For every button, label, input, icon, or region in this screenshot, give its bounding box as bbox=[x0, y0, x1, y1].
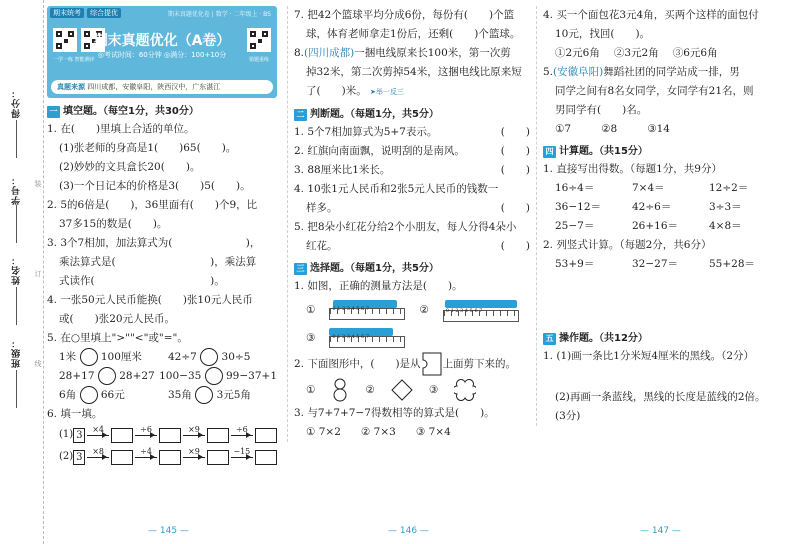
operation-1: 1. (1)画一条比1分米短4厘米的黑线。（2分） bbox=[543, 350, 755, 362]
chain-answer-box[interactable] bbox=[111, 450, 133, 465]
question-4: 4. 一张50元人民币能换( )张10元人民币 bbox=[47, 294, 253, 306]
question-8 bbox=[294, 44, 530, 63]
question-3: 3. 3个7相加，加法算式为( )， bbox=[47, 237, 261, 249]
section-calculation bbox=[543, 142, 786, 158]
judge-text: 1. 5个7相加算式为5+7表示。 bbox=[294, 126, 438, 138]
compare-right: 100厘米 bbox=[100, 351, 142, 363]
section-number: 四 bbox=[543, 146, 556, 158]
judge-item bbox=[294, 123, 530, 142]
vertical-calc-row bbox=[543, 255, 786, 274]
section-operation bbox=[543, 329, 786, 345]
flower-shape bbox=[454, 379, 476, 401]
answer-paren[interactable]: ( ) bbox=[500, 126, 530, 138]
chain-answer-box[interactable] bbox=[255, 428, 277, 443]
calc-item: 36−12＝ bbox=[555, 201, 602, 213]
chain-label: (1) bbox=[59, 429, 74, 440]
ruler-options bbox=[294, 324, 530, 352]
choice-5-cont: 同学之间有8名女同学，女同学有21名，则 bbox=[555, 85, 754, 97]
chain-arrow bbox=[181, 446, 207, 465]
class-label: 班级： bbox=[12, 338, 22, 368]
chain-answer-box[interactable] bbox=[207, 428, 229, 443]
section-title: 计算题。（共15分） bbox=[559, 146, 648, 157]
choice-3: 3. 与7+7+7−7得数相等的算式是( )。 bbox=[294, 407, 495, 419]
choice-4-cont: 10元，找回( )。 bbox=[555, 28, 651, 40]
judge-item-cont bbox=[294, 237, 530, 256]
calc-item: 3÷3＝ bbox=[709, 201, 742, 213]
ruler-figure: 0 1 2 3 4 5 6 7 bbox=[329, 326, 405, 350]
judge-item bbox=[294, 142, 530, 161]
calc-item: 53+9＝ bbox=[555, 258, 595, 270]
option[interactable]: ②3元2角 bbox=[613, 47, 659, 59]
section-number: 一 bbox=[47, 106, 60, 118]
question-1: 1. 在( )里填上合适的单位。 bbox=[47, 123, 195, 135]
ruler-figure: 0 1 2 3 4 5 6 7 bbox=[329, 298, 405, 322]
source-text: 四川成都，安徽阜阳，陕西汉中，广东湛江 bbox=[87, 83, 221, 91]
judge-item-cont bbox=[294, 199, 530, 218]
chain-answer-box[interactable] bbox=[159, 428, 181, 443]
compare-left: 6角 bbox=[59, 389, 77, 401]
question-8-cont bbox=[294, 82, 530, 102]
cut-mark: 线 bbox=[34, 360, 42, 367]
score-line bbox=[16, 120, 17, 158]
compare-left: 35角 bbox=[168, 389, 192, 401]
calc-row bbox=[543, 217, 786, 236]
header-tag: 期末统考 bbox=[50, 8, 84, 18]
operation-chain bbox=[47, 446, 277, 468]
compare-right: 3元5角 bbox=[216, 389, 251, 401]
section-title: 选择题。（每题1分，共5分） bbox=[310, 263, 439, 274]
question-7-cont: 球，体育老师拿走1份后，还剩( )个篮球。 bbox=[306, 28, 521, 40]
compare-left: 1米 bbox=[59, 351, 77, 363]
question-7: 7. 把42个篮球平均分成6份，每份有( )个篮 bbox=[294, 9, 515, 21]
score-label: 得分： bbox=[12, 88, 22, 118]
question-2: 2. 5的6倍是( )，36里面有( )个9，比 bbox=[47, 199, 258, 211]
exam-header bbox=[47, 6, 277, 98]
section-title: 判断题。（每题1分，共5分） bbox=[310, 109, 439, 120]
chain-answer-box[interactable] bbox=[159, 450, 181, 465]
compare-right: 66元 bbox=[100, 389, 125, 401]
snowman-shape bbox=[331, 378, 349, 402]
choice-2-text-end: 上面剪下来的。 bbox=[442, 357, 517, 370]
compare-left: 100−35 bbox=[159, 370, 202, 382]
question-2-cont: 37多15的数是( )。 bbox=[59, 218, 168, 230]
source-label: 真题来源 bbox=[57, 83, 85, 91]
section-number: 五 bbox=[543, 333, 556, 345]
question-8-end: 了( )米。 bbox=[306, 85, 367, 97]
id-label: 学号： bbox=[12, 175, 22, 205]
question-1-3: (3)一个日记本的价格是3( )5( )。 bbox=[59, 180, 251, 192]
compare-circle[interactable] bbox=[80, 386, 98, 404]
calc-item: 12÷2＝ bbox=[709, 182, 749, 194]
compare-left: 28+17 bbox=[59, 370, 95, 382]
judge-item: 4. 10张1元人民币和2张5元人民币的钱数一 bbox=[294, 183, 499, 195]
option[interactable]: ①2元6角 bbox=[555, 47, 600, 59]
section-title: 填空题。（每空1分，共30分） bbox=[63, 106, 199, 117]
column-page-147 bbox=[536, 6, 786, 426]
question-4-cont: 或( )张20元人民币。 bbox=[59, 313, 176, 325]
option[interactable]: ①7 bbox=[555, 123, 572, 135]
chain-op: ÷6 bbox=[140, 424, 152, 434]
compare-right: 30÷5 bbox=[221, 351, 251, 363]
qr-caption: 错题重练 bbox=[248, 57, 269, 63]
calc-item: 32−27＝ bbox=[632, 258, 679, 270]
option[interactable]: ③6元6角 bbox=[672, 47, 718, 59]
chain-start: 3 bbox=[73, 428, 85, 443]
calc-item: 42÷6＝ bbox=[632, 201, 672, 213]
calc-item: 26+16＝ bbox=[632, 220, 679, 232]
choice-5-prefix: 5. bbox=[543, 66, 554, 78]
question-6: 6. 填一填。 bbox=[47, 408, 103, 420]
compare-circle[interactable] bbox=[195, 386, 213, 404]
question-3-cont: 式读作( )。 bbox=[59, 275, 225, 287]
shape-options bbox=[294, 376, 530, 404]
qr-caption: 一学一练 智能测评 bbox=[53, 57, 95, 63]
section-number: 三 bbox=[294, 263, 307, 275]
option-label: ① bbox=[306, 303, 316, 316]
class-line bbox=[16, 370, 17, 408]
compare-circle[interactable] bbox=[98, 367, 116, 385]
column-page-146 bbox=[287, 6, 530, 442]
question-8-text: 一捆电线原来长100米，第一次剪 bbox=[354, 47, 511, 59]
chain-op: ÷4 bbox=[140, 446, 152, 456]
header-subject: 期末真题优化卷 | 数学 · 二年级上 · BS bbox=[167, 11, 271, 18]
calc-item: 25−7＝ bbox=[555, 220, 595, 232]
drawing-space[interactable] bbox=[543, 366, 786, 388]
calc-item: 4×8＝ bbox=[709, 220, 742, 232]
option[interactable]: ② 7×3 bbox=[360, 426, 396, 438]
question-1-1: (1)张老师的身高是1( )65( )。 bbox=[59, 142, 237, 154]
chain-op: ×9 bbox=[188, 446, 200, 456]
judge-text: 3. 88厘米比1米长。 bbox=[294, 164, 391, 176]
chain-op: ×8 bbox=[92, 446, 105, 456]
option-label: ② bbox=[419, 303, 429, 316]
compare-circle[interactable] bbox=[200, 348, 218, 366]
compare-row bbox=[47, 348, 277, 367]
calc-1: 1. 直接写出得数。（每题1分，共9分） bbox=[543, 163, 722, 175]
question-3-cont: 乘法算式是( )，乘法算 bbox=[59, 256, 257, 268]
section-true-false bbox=[294, 105, 530, 121]
exam-title: 期末真题优化（A卷） bbox=[93, 33, 231, 49]
name-label: 姓名： bbox=[12, 255, 22, 285]
judge-text: 红花。 bbox=[306, 240, 338, 252]
chain-answer-box[interactable] bbox=[111, 428, 133, 443]
diamond-shape bbox=[391, 379, 413, 401]
choice-5 bbox=[543, 63, 786, 82]
question-8-cont: 掉32米，第二次剪掉54米，这捆电线比原来短 bbox=[306, 66, 522, 78]
compare-circle[interactable] bbox=[205, 367, 223, 385]
compare-left: 42÷7 bbox=[168, 351, 197, 363]
compare-right: 99−37+1 bbox=[226, 370, 277, 382]
judge-text: 2. 红旗向南面飘，说明刮的是南风。 bbox=[294, 145, 465, 157]
section-number: 二 bbox=[294, 109, 307, 121]
choice-5-cont: 男同学有( )名。 bbox=[555, 104, 648, 116]
answer-paren[interactable]: ( ) bbox=[500, 164, 530, 176]
ruler-figure: 0 1 2 3 4 5 6 7 bbox=[443, 298, 519, 322]
compare-row bbox=[47, 367, 277, 386]
option[interactable]: ① 7×2 bbox=[306, 426, 341, 438]
option-label: ② bbox=[365, 383, 375, 396]
option[interactable]: ③14 bbox=[647, 123, 670, 135]
header-tag: 综合提优 bbox=[87, 8, 121, 18]
calc-row bbox=[543, 198, 786, 217]
question-1-2: (2)妙妙的文具盒长20( )。 bbox=[59, 161, 201, 173]
column-page-145 bbox=[47, 6, 277, 468]
compare-circle[interactable] bbox=[80, 348, 98, 366]
section-fill-blank bbox=[47, 102, 277, 118]
header-tags bbox=[50, 8, 124, 18]
choice-2 bbox=[294, 352, 530, 376]
choice-4-options bbox=[543, 44, 786, 63]
choice-3-options bbox=[294, 423, 530, 442]
judge-item: 5. 把8朵小红花分给2个小朋友，每人分得4朵小 bbox=[294, 221, 517, 233]
calc-item: 7×4＝ bbox=[632, 182, 665, 194]
chain-arrow bbox=[133, 446, 159, 465]
calc-2: 2. 列竖式计算。（每题2分，共6分） bbox=[543, 239, 712, 251]
question-8-prefix: 8. bbox=[294, 47, 305, 59]
calc-row bbox=[543, 179, 786, 198]
chain-op: −15 bbox=[233, 446, 251, 456]
page-number: — 145 — bbox=[148, 526, 189, 536]
answer-paren[interactable]: ( ) bbox=[500, 240, 530, 252]
answer-paren[interactable]: ( ) bbox=[500, 202, 530, 214]
page-number: — 146 — bbox=[388, 526, 429, 536]
judge-text: 样多。 bbox=[306, 202, 338, 214]
choice-2-text: 2. 下面图形中，( )是从 bbox=[294, 357, 421, 370]
compare-right: 28+27 bbox=[119, 370, 155, 382]
chain-arrow bbox=[85, 446, 111, 465]
chain-answer-box[interactable] bbox=[207, 450, 229, 465]
answer-paren[interactable]: ( ) bbox=[500, 145, 530, 157]
calc-item: 55+28＝ bbox=[709, 258, 756, 270]
cut-paper-shape bbox=[421, 352, 443, 376]
choice-4: 4. 买一个面包花3元4角，买两个这样的面包付 bbox=[543, 9, 759, 21]
chain-op: ÷6 bbox=[235, 424, 248, 434]
operation-2: (2)再画一条蓝线，黑线的长度是蓝线的2倍。 bbox=[555, 391, 766, 403]
id-line bbox=[16, 205, 17, 243]
option-label: ③ bbox=[306, 331, 316, 344]
working-space[interactable] bbox=[543, 274, 786, 326]
operation-2-cont: (3分) bbox=[555, 410, 581, 422]
compare-row bbox=[47, 386, 277, 405]
chain-op: ×4 bbox=[92, 424, 105, 434]
judge-item bbox=[294, 161, 530, 180]
page-number: — 147 — bbox=[640, 526, 681, 536]
city-tag: (安徽阜阳) bbox=[553, 66, 604, 78]
calc-item: 16÷4＝ bbox=[555, 182, 595, 194]
source-bar bbox=[51, 80, 273, 94]
section-multiple-choice bbox=[294, 259, 530, 275]
cut-mark: 装 bbox=[34, 180, 42, 187]
chain-label: (2) bbox=[59, 451, 74, 462]
chain-answer-box[interactable] bbox=[255, 450, 277, 465]
choice-5-text: 舞蹈社团的同学站成一排，男 bbox=[603, 66, 740, 78]
binding-margin bbox=[0, 0, 44, 544]
choice-1: 1. 如图，正确的测量方法是( )。 bbox=[294, 280, 463, 292]
option[interactable]: ③ 7×4 bbox=[415, 426, 451, 438]
section-title: 操作题。（共12分） bbox=[559, 333, 648, 344]
option-label: ① bbox=[306, 383, 316, 396]
ruler-options bbox=[294, 296, 530, 324]
option-label: ③ bbox=[428, 383, 439, 396]
city-tag: (四川成都) bbox=[304, 47, 355, 59]
cut-mark: 订 bbox=[34, 270, 42, 277]
name-line bbox=[16, 287, 17, 325]
practice-link[interactable]: ➤举一反三 bbox=[370, 88, 404, 96]
choice-5-options bbox=[543, 120, 786, 139]
chain-arrow bbox=[229, 446, 255, 465]
chain-op: ×9 bbox=[188, 424, 200, 434]
qr-code-icon bbox=[247, 28, 271, 52]
chain-start: 3 bbox=[73, 450, 85, 465]
exam-info: ◎考试时间：60分钟 ◎满分：100+10分 bbox=[97, 51, 227, 59]
option[interactable]: ②8 bbox=[601, 123, 618, 135]
question-5: 5. 在○里填上">""<"或"="。 bbox=[47, 332, 188, 344]
